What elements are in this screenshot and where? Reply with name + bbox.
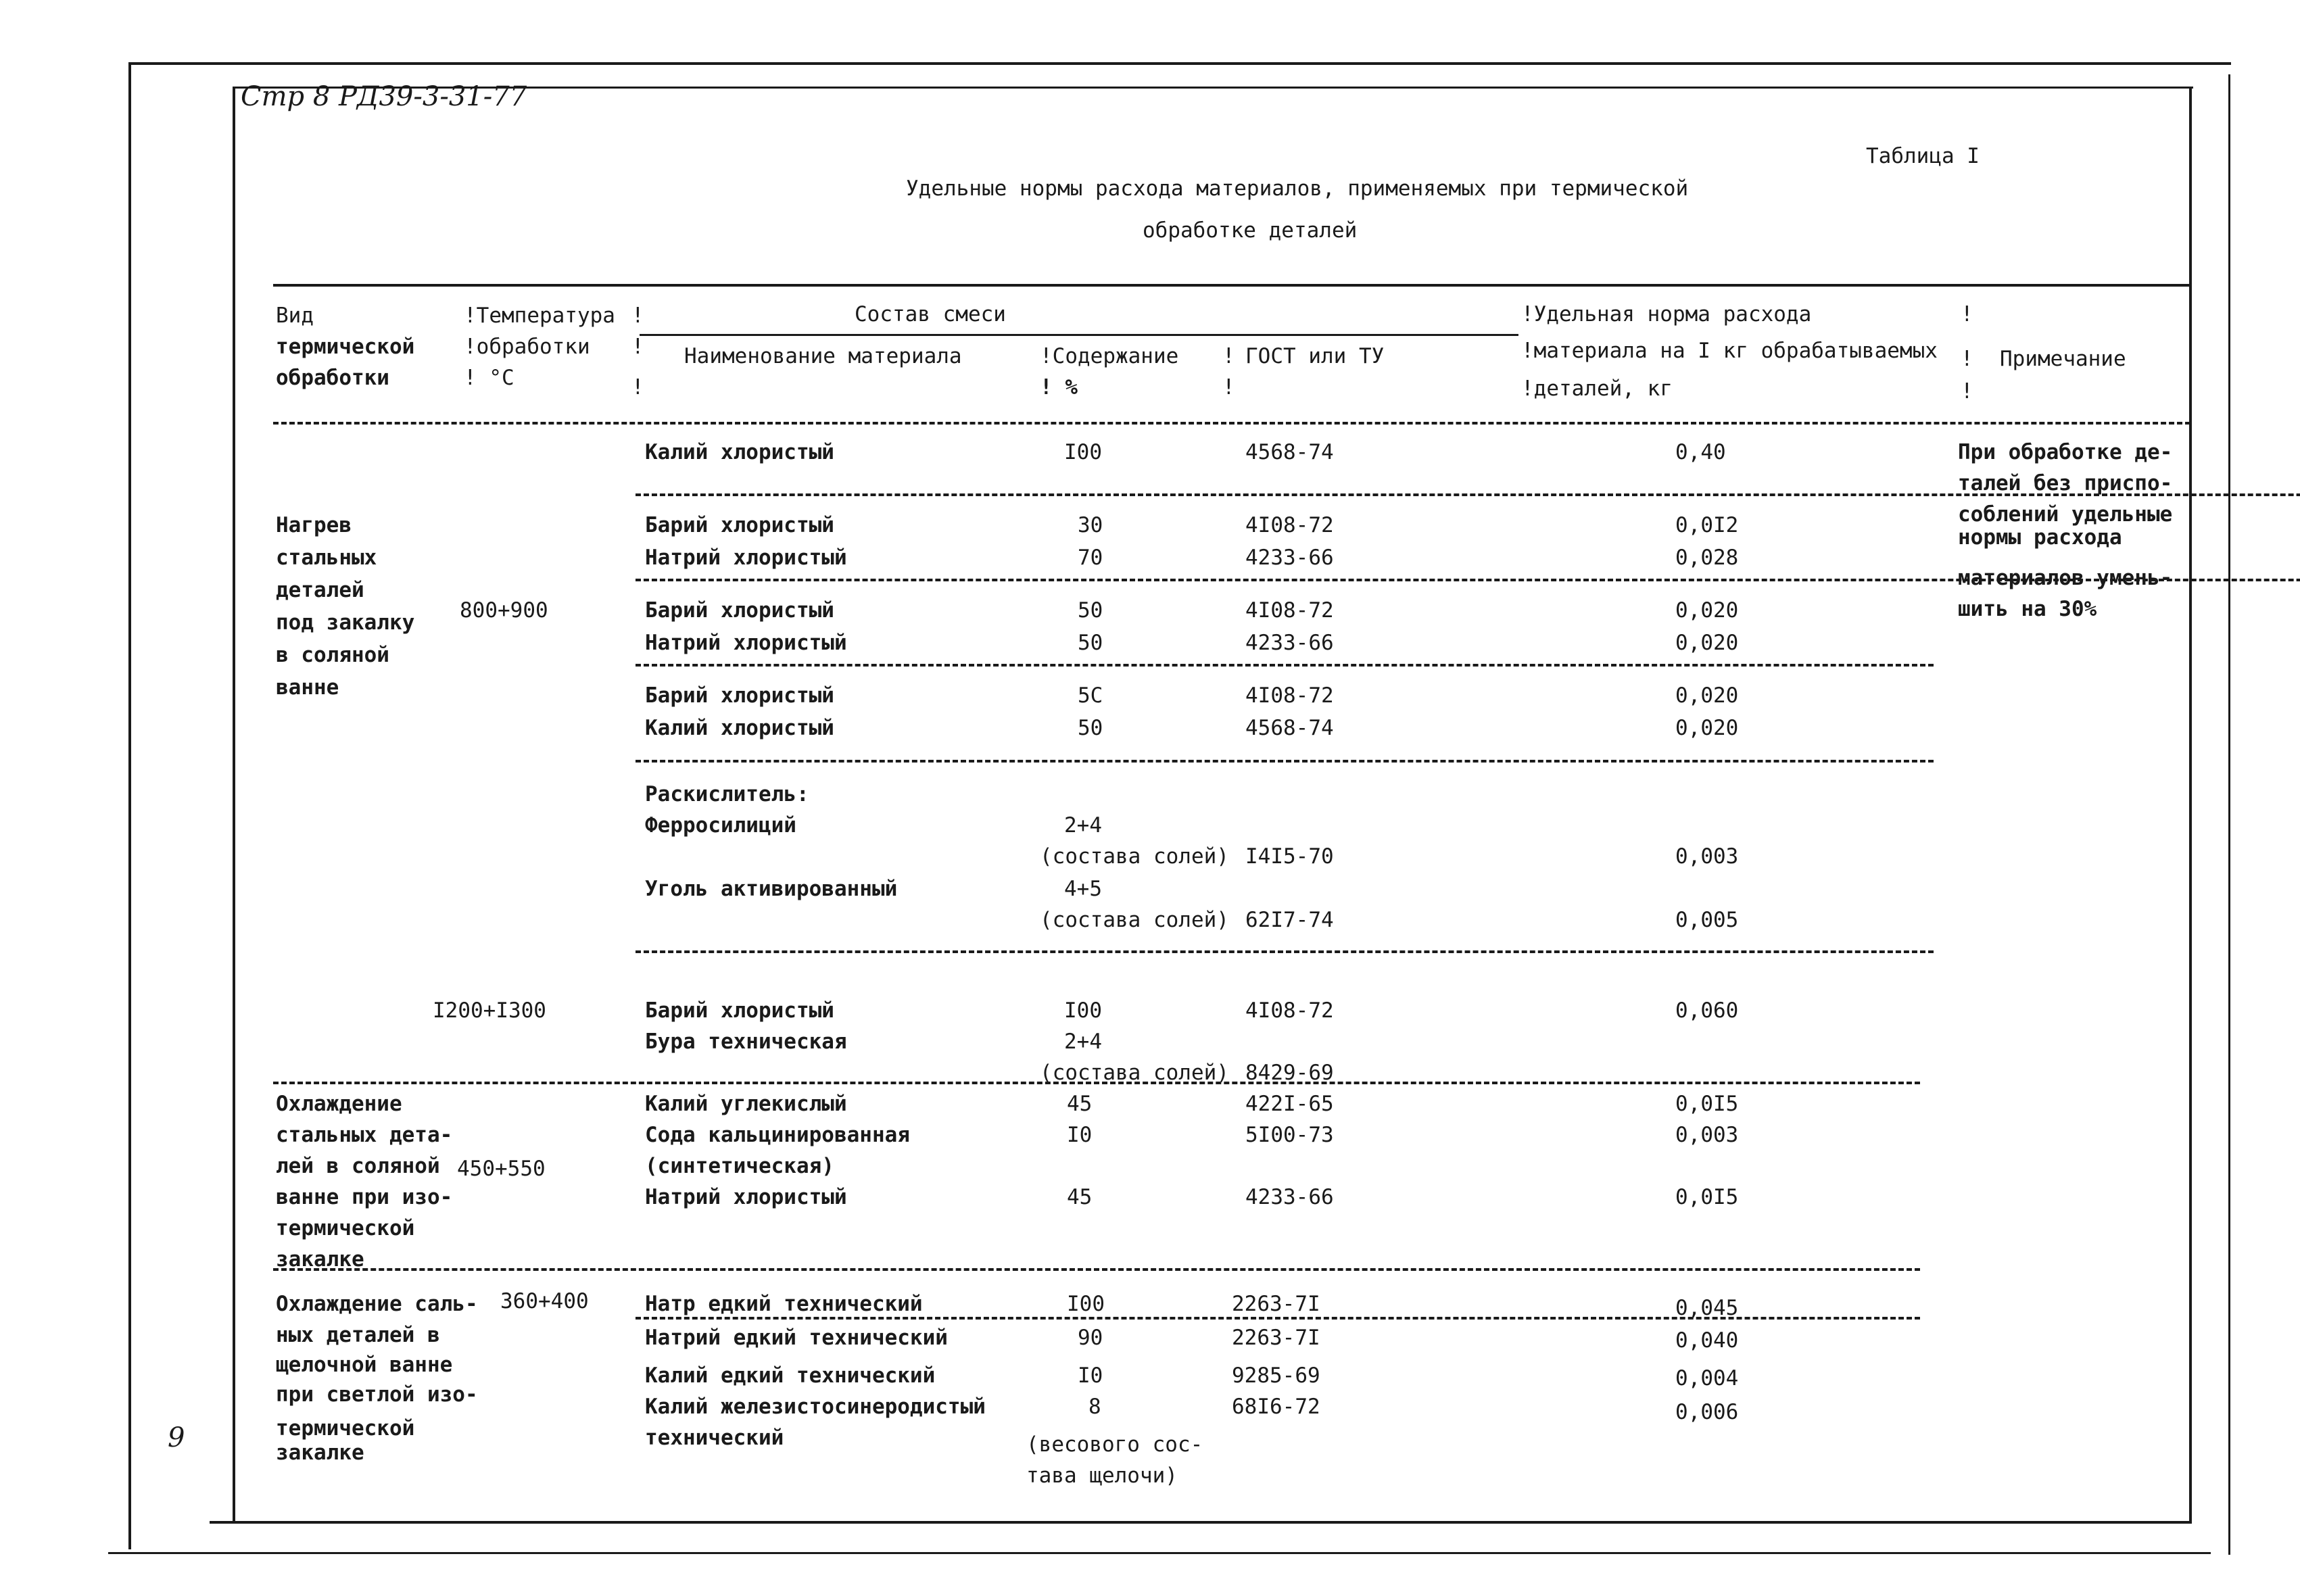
- gost: 4568-74: [1245, 440, 1334, 464]
- kind-line: Охлаждение: [276, 1092, 402, 1116]
- content-pct: 45: [1067, 1185, 1093, 1209]
- norm: 0,003: [1675, 1123, 1739, 1147]
- header-norm-3: !деталей, кг: [1521, 377, 1673, 401]
- header-bang-2: !: [631, 335, 644, 359]
- kind-line: закалке: [276, 1441, 364, 1465]
- gost: 4I08-72: [1245, 998, 1334, 1023]
- row-divider: [636, 493, 2300, 496]
- gost: 5I00-73: [1245, 1123, 1334, 1147]
- title-line-2: обработке деталей: [1143, 218, 1358, 243]
- material-name: Калий хлористый: [645, 716, 834, 740]
- material-name-cont: технический: [645, 1426, 784, 1450]
- norm: 0,005: [1675, 908, 1739, 932]
- header-kind-2: термической: [276, 335, 415, 359]
- gost: 4I08-72: [1245, 683, 1334, 708]
- note-line: соблений удельные: [1958, 502, 2173, 527]
- kind-line: под закалку: [276, 610, 415, 635]
- section-divider: [273, 1268, 1920, 1271]
- gost: 4233-66: [1245, 546, 1334, 570]
- kind-line: термической: [276, 1416, 415, 1441]
- gost: 8429-69: [1245, 1061, 1334, 1085]
- row-divider: [636, 1317, 1920, 1320]
- content-pct: 4+5: [1064, 877, 1102, 901]
- material-name-cont: (синтетическая): [645, 1154, 834, 1178]
- header-note-bang-2: !: [1961, 347, 1973, 371]
- header-top-rule: [273, 284, 2190, 287]
- header-temp-1: !Температура: [464, 304, 615, 328]
- material-name: Ферросилиций: [645, 813, 796, 838]
- title-line-1: Удельные нормы расхода материалов, применяемых при термической: [906, 176, 1689, 201]
- content-pct: 30: [1078, 513, 1103, 537]
- note-line: материалов умень-: [1958, 566, 2173, 590]
- content-pct: I0: [1078, 1363, 1103, 1388]
- note-line: нормы расхода: [1958, 525, 2122, 550]
- material-name: Натрий хлористый: [645, 1185, 847, 1209]
- temperature: 800+900: [460, 598, 548, 623]
- content-pct: 90: [1078, 1326, 1103, 1350]
- header-bottom-rule: [273, 422, 2190, 425]
- content-pct: I0: [1067, 1123, 1093, 1147]
- content-pct: 5C: [1078, 683, 1103, 708]
- kind-line: при светлой изо-: [276, 1382, 478, 1407]
- frame-right-outer: [2228, 74, 2230, 1555]
- frame-top: [128, 62, 2231, 65]
- frame-bottom: [108, 1552, 2211, 1554]
- material-name: Сода кальцинированная: [645, 1123, 910, 1147]
- gost: 4568-74: [1245, 716, 1334, 740]
- norm: 0,004: [1675, 1366, 1739, 1391]
- norm: 0,006: [1675, 1400, 1739, 1424]
- gost: 4233-66: [1245, 631, 1334, 655]
- material-name: Калий углекислый: [645, 1092, 847, 1116]
- content-pct-note: (состава солей): [1040, 1061, 1229, 1085]
- kind-line: стальных: [276, 546, 377, 570]
- gost: 2263-7I: [1232, 1292, 1320, 1316]
- row-divider: [636, 664, 1934, 667]
- gost: 4I08-72: [1245, 598, 1334, 623]
- material-name: Калий железистосинеродистый: [645, 1395, 986, 1419]
- header-temp-2: !обработки: [464, 335, 590, 359]
- material-name: Барий хлористый: [645, 598, 834, 623]
- content-pct-note: (состава солей): [1040, 844, 1229, 869]
- content-pct-note: тава щелочи): [1026, 1464, 1178, 1488]
- norm: 0,020: [1675, 598, 1739, 623]
- content-pct-note: (весового сос-: [1026, 1432, 1203, 1457]
- row-divider: [636, 760, 1934, 763]
- table-number: Таблица I: [1866, 144, 1980, 168]
- gost: 68I6-72: [1232, 1395, 1320, 1419]
- norm: 0,020: [1675, 631, 1739, 655]
- kind-line: деталей: [276, 578, 364, 602]
- norm: 0,040: [1675, 1328, 1739, 1353]
- material-name: Барий хлористый: [645, 683, 834, 708]
- norm: 0,0I5: [1675, 1092, 1739, 1116]
- header-temp-3: ! °С: [464, 366, 514, 390]
- note-line: талей без приспо-: [1958, 471, 2173, 495]
- gost: 2263-7I: [1232, 1326, 1320, 1350]
- header-note-bang-3: !: [1961, 379, 1973, 404]
- header-content-1: !Содержание: [1040, 344, 1179, 368]
- kind-line: Охлаждение саль-: [276, 1292, 478, 1316]
- content-pct: I00: [1064, 440, 1102, 464]
- kind-line: лей в соляной: [276, 1154, 440, 1178]
- temperature: 450+550: [457, 1157, 546, 1181]
- section-divider: [273, 1082, 1920, 1084]
- header-kind-1: Вид: [276, 304, 314, 328]
- header-gost-bang-2: !: [1222, 375, 1235, 400]
- group-underline: [640, 334, 1518, 336]
- inner-frame-bottom: [210, 1521, 2192, 1524]
- inner-frame-left: [233, 87, 235, 1521]
- content-pct: 2+4: [1064, 813, 1102, 838]
- header-norm-1: !Удельная норма расхода: [1521, 302, 1812, 327]
- header-bang-1: !: [631, 304, 644, 328]
- content-pct: 50: [1078, 716, 1103, 740]
- norm: 0,060: [1675, 998, 1739, 1023]
- kind-line: ных деталей в: [276, 1323, 440, 1347]
- gost: 4I08-72: [1245, 513, 1334, 537]
- inner-frame-right: [2189, 87, 2192, 1521]
- header-kind-3: обработки: [276, 366, 389, 390]
- norm: 0,020: [1675, 683, 1739, 708]
- kind-line: ванне при изо-: [276, 1185, 453, 1209]
- kind-line: в соляной: [276, 643, 389, 667]
- material-name: Калий хлористый: [645, 440, 834, 464]
- content-pct: 70: [1078, 546, 1103, 570]
- header-bang-3: !: [631, 375, 644, 400]
- norm: 0,045: [1675, 1296, 1739, 1320]
- kind-line: стальных дета-: [276, 1123, 453, 1147]
- content-pct: I00: [1067, 1292, 1105, 1316]
- header-note: Примечание: [2000, 347, 2126, 371]
- row-divider: [636, 950, 1934, 953]
- gost: 4233-66: [1245, 1185, 1334, 1209]
- norm: 0,028: [1675, 546, 1739, 570]
- norm: 0,020: [1675, 716, 1739, 740]
- gost: 9285-69: [1232, 1363, 1320, 1388]
- note-line: шить на 30%: [1958, 597, 2097, 621]
- page-mark: 9: [168, 1422, 185, 1453]
- header-norm-2: !материала на I кг обрабатываемых: [1521, 339, 1938, 363]
- kind-line: щелочной ванне: [276, 1353, 453, 1377]
- content-pct: 50: [1078, 598, 1103, 623]
- material-name: Натрий едкий технический: [645, 1326, 948, 1350]
- norm: 0,40: [1675, 440, 1726, 464]
- gost: 62I7-74: [1245, 908, 1334, 932]
- material-name: Калий едкий технический: [645, 1363, 936, 1388]
- material-name: Натрий хлористый: [645, 631, 847, 655]
- content-pct: I00: [1064, 998, 1102, 1023]
- material-name: Барий хлористый: [645, 998, 834, 1023]
- note-line: При обработке де-: [1958, 440, 2173, 464]
- material-name: Натр едкий технический: [645, 1292, 923, 1316]
- material-name: Барий хлористый: [645, 513, 834, 537]
- header-group-composition: Состав смеси: [855, 302, 1006, 327]
- material-name: Уголь активированный: [645, 877, 898, 901]
- content-pct: 45: [1067, 1092, 1093, 1116]
- kind-line: закалке: [276, 1247, 364, 1272]
- document-stamp: Стр 8 РД39-3-31-77: [241, 81, 527, 112]
- kind-line: термической: [276, 1216, 415, 1240]
- deoxidizer-label: Раскислитель:: [645, 782, 809, 806]
- header-material-name: Наименование материала: [684, 344, 962, 368]
- content-pct: 2+4: [1064, 1030, 1102, 1054]
- content-pct: 50: [1078, 631, 1103, 655]
- gost: 422I-65: [1245, 1092, 1334, 1116]
- kind-line: ванне: [276, 675, 339, 700]
- header-gost-bang-1: !: [1222, 344, 1235, 368]
- temperature: I200+I300: [433, 998, 546, 1023]
- material-name: Натрий хлористый: [645, 546, 847, 570]
- frame-left-outer: [128, 62, 131, 1549]
- gost: I4I5-70: [1245, 844, 1334, 869]
- norm: 0,0I2: [1675, 513, 1739, 537]
- row-divider: [636, 579, 2300, 581]
- content-pct-note: (состава солей): [1040, 908, 1229, 932]
- header-gost: ГОСТ или ТУ: [1245, 344, 1385, 368]
- header-note-bang-1: !: [1961, 302, 1973, 327]
- content-pct: 8: [1088, 1395, 1101, 1419]
- material-name: Бура техническая: [645, 1030, 847, 1054]
- norm: 0,0I5: [1675, 1185, 1739, 1209]
- kind-line: Нагрев: [276, 513, 352, 537]
- norm: 0,003: [1675, 844, 1739, 869]
- temperature: 360+400: [500, 1289, 589, 1313]
- header-content-2: ! %: [1040, 375, 1078, 400]
